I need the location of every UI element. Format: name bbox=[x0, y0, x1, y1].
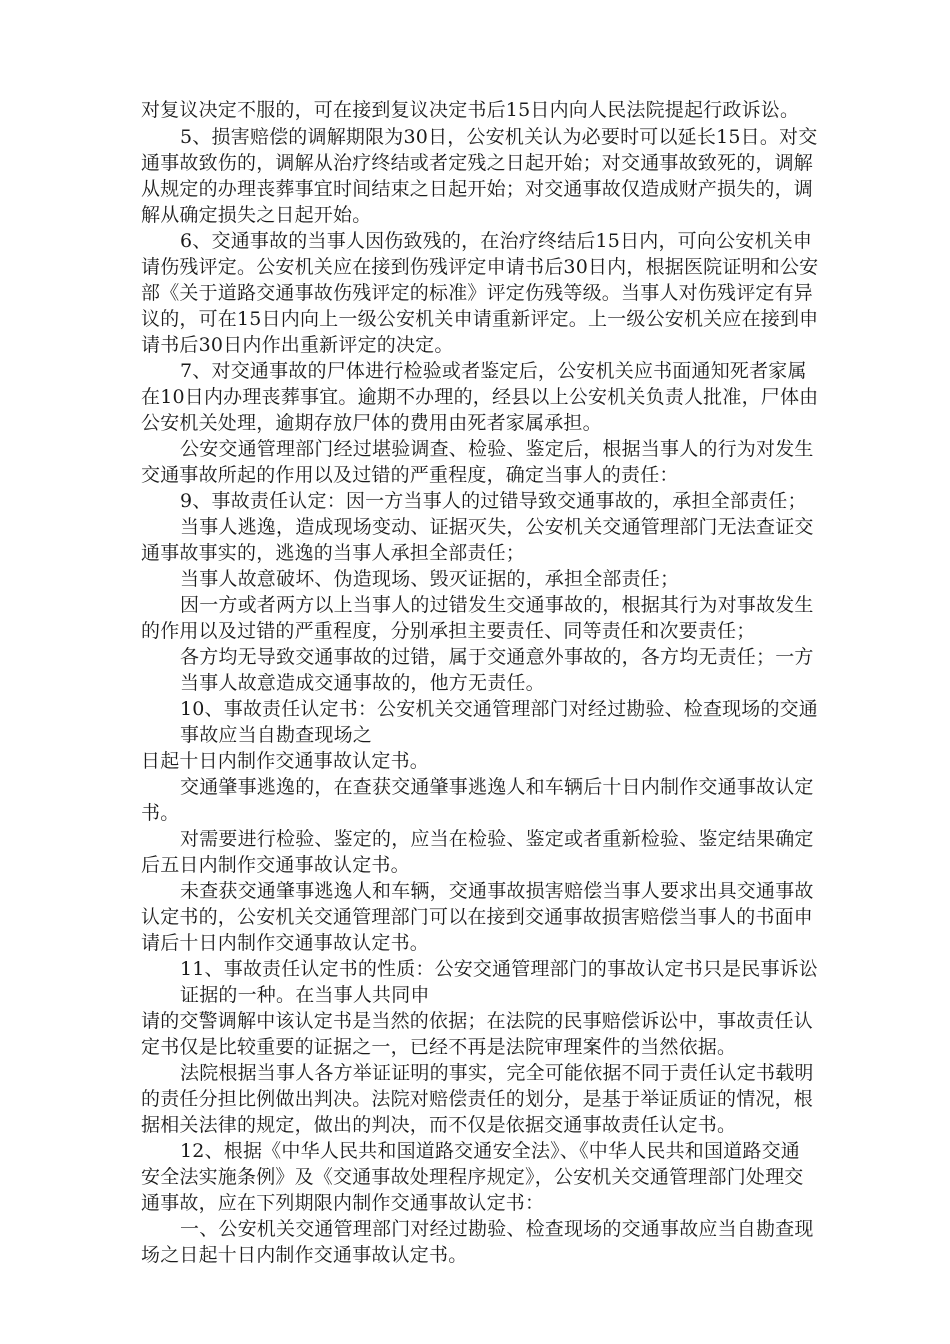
text-line: 7、对交通事故的尸体进行检验或者鉴定后，公安机关应书面通知死者家属 bbox=[180, 360, 807, 382]
text-line: 后五日内制作交通事故认定书。 bbox=[141, 854, 410, 876]
text-line: 事故应当自勘查现场之 bbox=[180, 724, 373, 746]
text-line: 法院根据当事人各方举证证明的事实，完全可能依据不同于责任认定书载明 bbox=[180, 1062, 814, 1084]
text-line: 交通事故所起的作用以及过错的严重程度，确定当事人的责任： bbox=[141, 464, 679, 486]
text-line: 当事人故意造成交通事故的，他方无责任。 bbox=[180, 672, 545, 694]
text-line: 的作用以及过错的严重程度，分别承担主要责任、同等责任和次要责任； bbox=[141, 620, 756, 642]
text-line: 请的交警调解中该认定书是当然的依据；在法院的民事赔偿诉讼中，事故责任认 bbox=[141, 1010, 814, 1032]
text-line: 5、损害赔偿的调解期限为30日，公安机关认为必要时可以延长15日。对交 bbox=[180, 126, 818, 148]
text-line: 10、事故责任认定书：公安机关交通管理部门对经过勘验、检查现场的交通 bbox=[180, 698, 818, 720]
text-line: 书。 bbox=[141, 802, 180, 824]
text-line: 6、交通事故的当事人因伤致残的，在治疗终结后15日内，可向公安机关申 bbox=[180, 230, 813, 252]
text-line: 对需要进行检验、鉴定的，应当在检验、鉴定或者重新检验、鉴定结果确定 bbox=[180, 828, 814, 850]
text-line: 当事人故意破坏、伪造现场、毁灭证据的，承担全部责任； bbox=[180, 568, 680, 590]
text-line: 公安交通管理部门经过堪验调查、检验、鉴定后，根据当事人的行为对发生 bbox=[180, 438, 814, 460]
text-line: 通事故，应在下列期限内制作交通事故认定书： bbox=[141, 1192, 545, 1214]
text-line: 请后十日内制作交通事故认定书。 bbox=[141, 932, 430, 954]
text-line: 的责任分担比例做出判决。法院对赔偿责任的划分，是基于举证质证的情况，根 bbox=[141, 1088, 814, 1110]
text-line: 请伤残评定。公安机关应在接到伤残评定申请书后30日内，根据医院证明和公安 bbox=[141, 256, 819, 278]
text-line: 日起十日内制作交通事故认定书。 bbox=[141, 750, 430, 772]
text-line: 因一方或者两方以上当事人的过错发生交通事故的，根据其行为对事故发生 bbox=[180, 594, 814, 616]
text-line: 从规定的办理丧葬事宜时间结束之日起开始；对交通事故仅造成财产损失的，调 bbox=[141, 178, 814, 200]
text-line: 一、公安机关交通管理部门对经过勘验、检查现场的交通事故应当自勘查现 bbox=[180, 1218, 814, 1240]
text-line: 9、事故责任认定：因一方当事人的过错导致交通事故的，承担全部责任； bbox=[180, 490, 807, 512]
text-line: 未查获交通肇事逃逸人和车辆，交通事故损害赔偿当事人要求出具交通事故 bbox=[180, 880, 814, 902]
text-line: 证据的一种。在当事人共同申 bbox=[180, 984, 430, 1006]
text-line: 当事人逃逸，造成现场变动、证据灭失，公安机关交通管理部门无法查证交 bbox=[180, 516, 814, 538]
text-line: 12、根据《中华人民共和国道路交通安全法》、《中华人民共和国道路交通 bbox=[180, 1140, 800, 1162]
text-line: 议的，可在15日内向上一级公安机关申请重新评定。上一级公安机关应在接到申 bbox=[141, 308, 819, 330]
text-line: 认定书的，公安机关交通管理部门可以在接到交通事故损害赔偿当事人的书面申 bbox=[141, 906, 814, 928]
text-line: 在10日内办理丧葬事宜。逾期不办理的，经县以上公安机关负责人批准，尸体由 bbox=[141, 386, 819, 408]
text-line: 安全法实施条例》及《交通事故处理程序规定》，公安机关交通管理部门处理交 bbox=[141, 1166, 804, 1188]
text-line: 各方均无导致交通事故的过错，属于交通意外事故的，各方均无责任；一方 bbox=[180, 646, 814, 668]
text-line: 通事故事实的，逃逸的当事人承担全部责任； bbox=[141, 542, 526, 564]
text-line: 解从确定损失之日起开始。 bbox=[141, 204, 372, 226]
text-line: 对复议决定不服的，可在接到复议决定书后15日内向人民法院提起行政诉讼。 bbox=[141, 99, 800, 121]
text-line: 请书后30日内作出重新评定的决定。 bbox=[141, 334, 454, 356]
text-line: 通事故致伤的，调解从治疗终结或者定残之日起开始；对交通事故致死的，调解 bbox=[141, 152, 814, 174]
text-line: 部《关于道路交通事故伤残评定的标准》评定伤残等级。当事人对伤残评定有异 bbox=[141, 282, 814, 304]
text-line: 定书仅是比较重要的证据之一，已经不再是法院审理案件的当然依据。 bbox=[141, 1036, 737, 1058]
text-line: 据相关法律的规定，做出的判决，而不仅是依据交通事故责任认定书。 bbox=[141, 1114, 737, 1136]
text-line: 交通肇事逃逸的，在查获交通肇事逃逸人和车辆后十日内制作交通事故认定 bbox=[180, 776, 814, 798]
text-line: 公安机关处理，逾期存放尸体的费用由死者家属承担。 bbox=[141, 412, 602, 434]
text-line: 11、事故责任认定书的性质：公安交通管理部门的事故认定书只是民事诉讼 bbox=[180, 958, 818, 980]
text-line: 场之日起十日内制作交通事故认定书。 bbox=[141, 1244, 468, 1266]
